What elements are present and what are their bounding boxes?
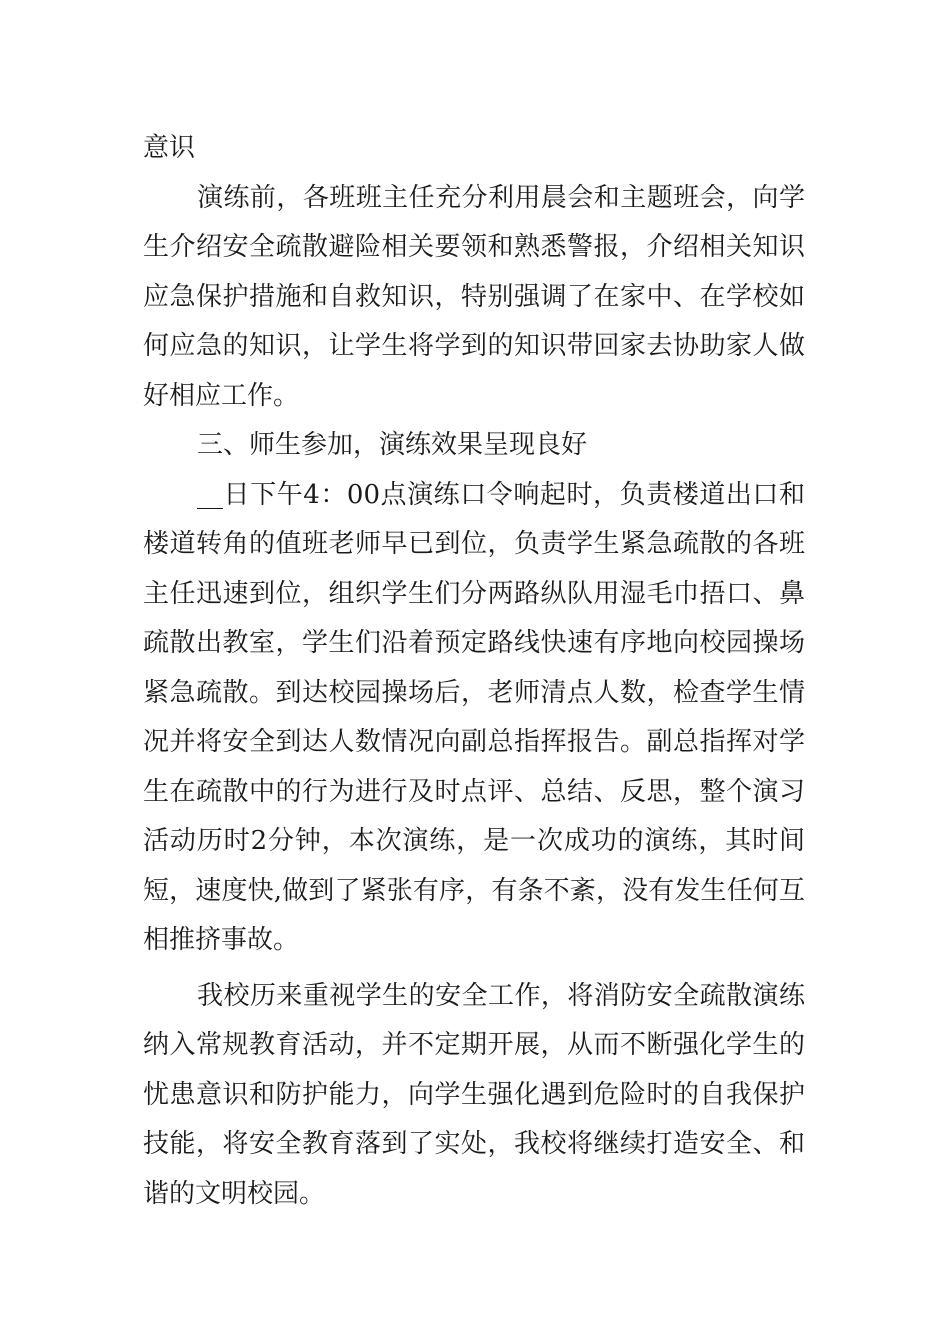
section-heading: 三、师生参加，演练效果呈现良好 (197, 430, 588, 460)
paragraph-drill-process: __日下午4：00点演练口令响起时，负责楼道出口和楼道转角的值班老师早已到位，负责学生紧急疏散的各班主任迅速到位，组织学生们分两路纵队用湿毛巾捂口、鼻疏散出教室，学生们沿着预定路线快速有序地向校园操场紧急疏散。到达校园操场后，老师清点人数，检查学生情况并将安全到达人数情况向副总指挥报告。副总指挥对学生在疏散中的行为进行及时点评、总结、反思，整个演习活动历时2分钟，本次演练，是一次成功的演练，其时间短，速度快,做到了紧张有序，有条不紊，没有发生任何互相推挤事故。 (143, 479, 805, 955)
paragraph-continuation: 意识 (143, 133, 196, 163)
paragraph-preparation: 演练前，各班班主任充分利用晨会和主题班会，向学生介绍安全疏散避险相关要领和熟悉警报，介绍相关知识应急保护措施和自救知识，特别强调了在家中、在学校如何应急的知识，让学生将学到的知识带回家去协助家人做好相应工作。 (143, 182, 805, 411)
document-body (143, 124, 805, 1219)
paragraph-conclusion: 我校历来重视学生的安全工作，将消防安全疏散演练纳入常规教育活动，并不定期开展，从而不断强化学生的忧患意识和防护能力，向学生强化遇到危险时的自我保护技能，将安全教育落到了实处，我校将继续打造安全、和谐的文明校园。 (143, 980, 805, 1209)
